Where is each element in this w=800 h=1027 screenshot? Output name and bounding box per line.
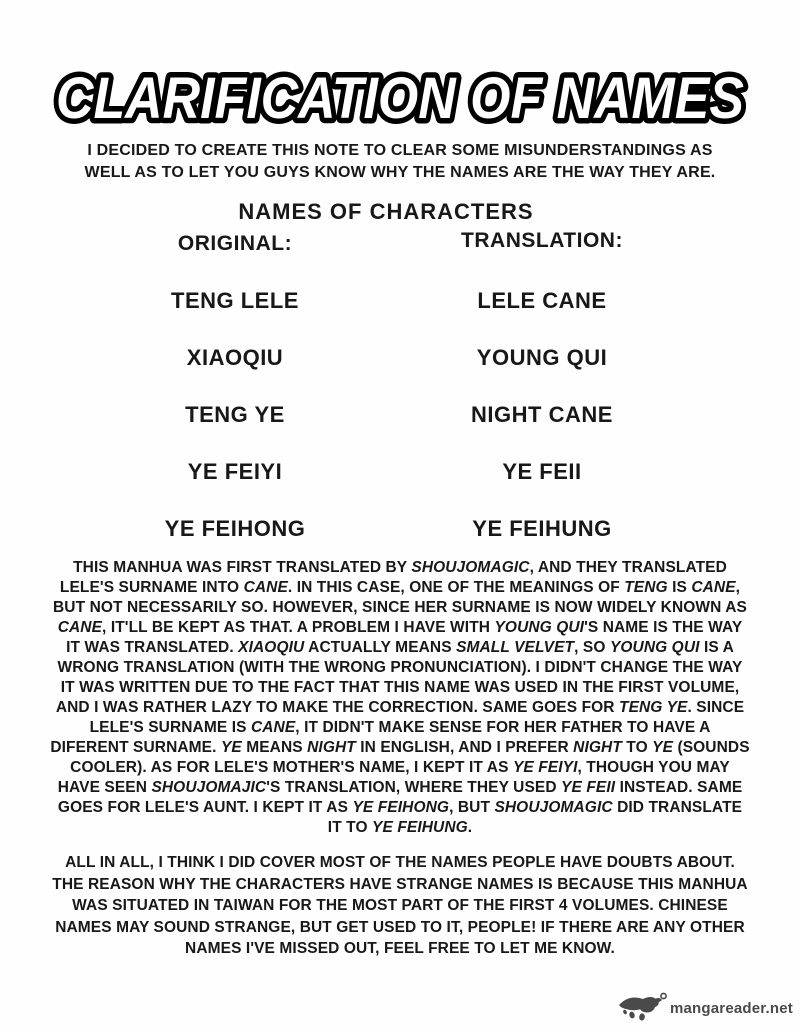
translation-notes-paragraph: THIS MANHUA WAS FIRST TRANSLATED BY SHOUJOMAGIC, AND THEY TRANSLATED LELE'S SURNAME INTO CANE. IN THIS CASE, ONE OF THE MEANINGS OF TENG IS CANE, BUT NOT NECESSARILY SO. HOWEVER, SINCE HER SURNAME IS NOW WIDELY KNOWN AS CANE, IT'LL BE KEPT AS THAT. A PROBLEM I HAVE WITH YOUNG QUI'S NAME IS THE WAY IT WAS TRANSLATED. XIAOQIU ACTUALLY MEANS SMALL VELVET, SO YOUNG QUI IS A WRONG TRANSLATION (WITH THE WRONG PRONUNCIATION). I DIDN'T CHANGE THE WAY IT WAS WRITTEN DUE TO THE FACT THAT THIS NAME WAS USED IN THE FIRST VOLUME, AND I WAS RATHER LAZY TO MAKE THE CORRECTION. SAME GOES FOR TENG YE. SINCE LELE'S SURNAME IS CANE, IT DIDN'T MAKE SENSE FOR HER FATHER TO HAVE A DIFERENT SURNAME. YE MEANS NIGHT IN ENGLISH, AND I PREFER NIGHT TO YE (SOUNDS COOLER). AS FOR LELE'S MOTHER'S NAME, I KEPT IT AS YE FEIYI, THOUGH YOU MAY HAVE SEEN SHOUJOMAJIC'S TRANSLATION, WHERE THEY USED YE FEII INSTEAD. SAME GOES FOR LELE'S AUNT. I KEPT IT AS YE FEIHONG, BUT SHOUJOMAGIC DID TRANSLATE IT TO YE FEIHUNG.: [50, 559, 750, 836]
table-row: [0, 500, 800, 557]
table-row: [0, 386, 800, 443]
intro-line: WELL AS TO LET YOU GUYS KNOW WHY THE NAMES ARE THE WAY THEY ARE.: [84, 164, 716, 181]
intro-text: [40, 140, 760, 184]
table-row: [0, 329, 800, 386]
watermark: [617, 991, 793, 1021]
column-header-original: ORIGINAL:: [177, 232, 293, 255]
table-row: [0, 443, 800, 500]
column-header-translation: TRANSLATION:: [461, 229, 623, 252]
mangareader-mascot-icon: [617, 991, 669, 1021]
translated-name: NIGHT CANE: [471, 401, 613, 427]
closing-paragraph: ALL IN ALL, I THINK I DID COVER MOST OF THE NAMES PEOPLE HAVE DOUBTS ABOUT. THE REASON WHY THE CHARACTERS HAVE STRANGE NAMES IS BECAUSE THIS MANHUA WAS SITUATED IN TAIWAN FOR THE MOST PART OF THE FIRST 4 VOLUMES. CHINESE NAMES MAY SOUND STRANGE, BUT GET USED TO IT, PEOPLE! IF THERE ARE ANY OTHER NAMES I'VE MISSED OUT, FEEL FREE TO LET ME KNOW.: [52, 854, 748, 957]
original-name: YE FEIYI: [187, 458, 283, 484]
translated-name: YE FEIHUNG: [472, 515, 612, 541]
table-row: [0, 272, 800, 329]
original-name: YE FEIHONG: [164, 515, 306, 541]
translated-name: LELE CANE: [477, 287, 607, 313]
intro-line: I DECIDED TO CREATE THIS NOTE TO CLEAR SOME MISUNDERSTANDINGS AS: [87, 142, 713, 159]
watermark-text: mangareader.net: [669, 1000, 793, 1017]
original-name: TENG LELE: [171, 287, 299, 313]
page-title-text: CLARIFICATION OF NAMES: [56, 66, 745, 131]
page-title: [0, 52, 800, 144]
names-table: [0, 272, 800, 557]
translated-name: YE FEII: [502, 458, 582, 484]
names-table-heading: NAMES OF CHARACTERS: [238, 199, 534, 224]
original-name: TENG YE: [185, 401, 285, 427]
translated-name: YOUNG QUI: [476, 344, 608, 370]
original-name: XIAOQIU: [186, 344, 284, 370]
